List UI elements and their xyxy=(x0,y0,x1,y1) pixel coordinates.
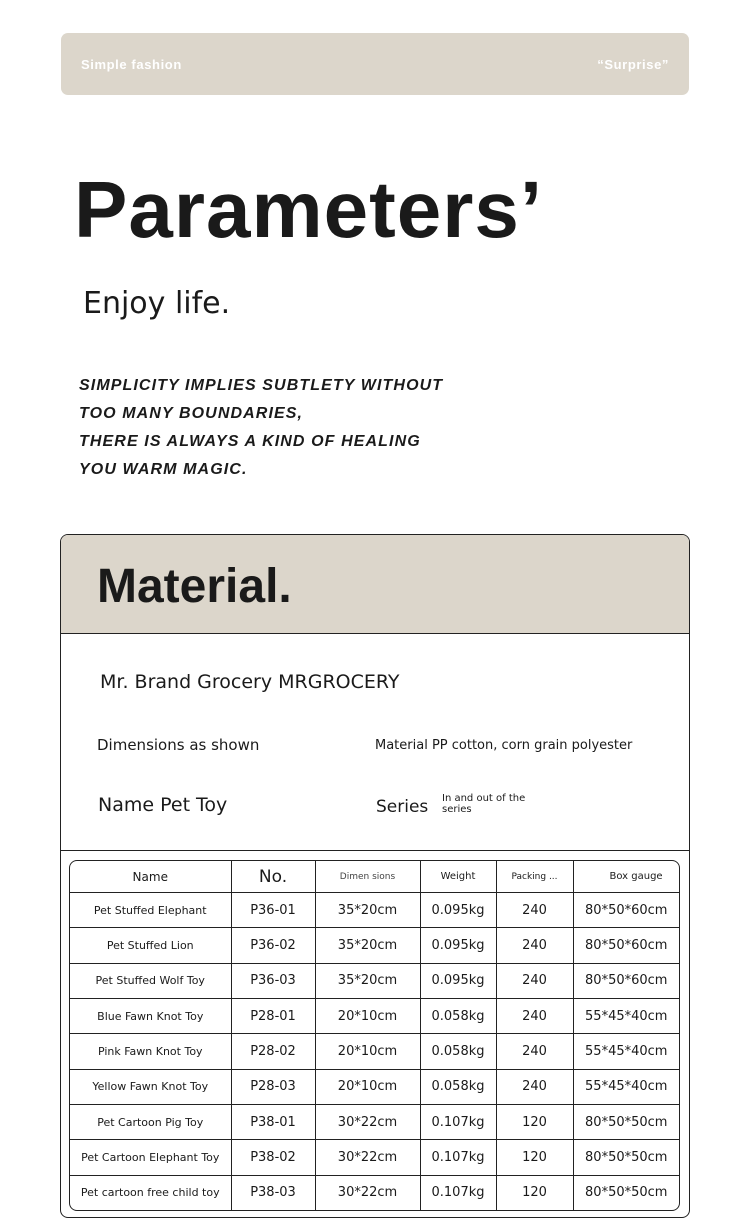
material-header xyxy=(61,535,689,634)
cell-no: P36-02 xyxy=(231,928,315,963)
header-weight: Weight xyxy=(420,861,496,893)
slogan-line: SIMPLICITY IMPLIES SUBTLETY WITHOUT xyxy=(79,377,444,394)
cell-weight: 0.095kg xyxy=(420,893,496,928)
cell-box-gauge: 55*45*40cm xyxy=(573,1034,679,1069)
material-title: Material. xyxy=(97,560,292,613)
cell-no: P38-03 xyxy=(231,1175,315,1210)
parameters-table xyxy=(70,861,679,1210)
cell-box-gauge: 80*50*50cm xyxy=(573,1104,679,1139)
header-packing: Packing ... xyxy=(496,861,573,893)
cell-packing: 120 xyxy=(496,1140,573,1175)
cell-box-gauge: 80*50*60cm xyxy=(573,928,679,963)
cell-weight: 0.058kg xyxy=(420,1069,496,1104)
cell-box-gauge: 80*50*50cm xyxy=(573,1175,679,1210)
dimensions-line: Dimensions as shown xyxy=(97,736,260,754)
page-subtitle: Enjoy life. xyxy=(83,286,231,321)
material-panel xyxy=(60,534,690,1218)
cell-box-gauge: 80*50*60cm xyxy=(573,893,679,928)
cell-name: Blue Fawn Knot Toy xyxy=(70,998,231,1033)
cell-name: Pet cartoon free child toy xyxy=(70,1175,231,1210)
cell-weight: 0.095kg xyxy=(420,928,496,963)
cell-no: P38-02 xyxy=(231,1140,315,1175)
cell-packing: 120 xyxy=(496,1104,573,1139)
cell-box-gauge: 55*45*40cm xyxy=(573,1069,679,1104)
table-row xyxy=(70,998,679,1033)
cell-weight: 0.107kg xyxy=(420,1140,496,1175)
cell-no: P36-01 xyxy=(231,893,315,928)
cell-dimensions: 30*22cm xyxy=(315,1104,420,1139)
cell-weight: 0.107kg xyxy=(420,1175,496,1210)
slogan-line: TOO MANY BOUNDARIES, xyxy=(79,405,304,422)
cell-packing: 120 xyxy=(496,1175,573,1210)
table-row xyxy=(70,1175,679,1210)
brand-line: Mr. Brand Grocery MRGROCERY xyxy=(100,671,400,693)
cell-dimensions: 20*10cm xyxy=(315,1069,420,1104)
table-row xyxy=(70,928,679,963)
cell-dimensions: 20*10cm xyxy=(315,1034,420,1069)
slogan-line: THERE IS ALWAYS A KIND OF HEALING xyxy=(79,433,421,450)
cell-weight: 0.058kg xyxy=(420,1034,496,1069)
banner-right-text: “Surprise” xyxy=(597,57,669,72)
series-value: In and out of the series xyxy=(442,793,526,815)
cell-dimensions: 30*22cm xyxy=(315,1175,420,1210)
table-header-row xyxy=(70,861,679,893)
header-box-gauge: Box gauge xyxy=(573,861,679,893)
table-row xyxy=(70,963,679,998)
cell-packing: 240 xyxy=(496,998,573,1033)
cell-weight: 0.107kg xyxy=(420,1104,496,1139)
cell-no: P36-03 xyxy=(231,963,315,998)
divider xyxy=(61,850,689,851)
cell-box-gauge: 55*45*40cm xyxy=(573,998,679,1033)
table-row xyxy=(70,1104,679,1139)
cell-name: Pet Cartoon Pig Toy xyxy=(70,1104,231,1139)
header-dimensions: Dimen sions xyxy=(315,861,420,893)
table-row xyxy=(70,893,679,928)
cell-weight: 0.058kg xyxy=(420,998,496,1033)
cell-dimensions: 35*20cm xyxy=(315,928,420,963)
table-row xyxy=(70,1034,679,1069)
cell-dimensions: 20*10cm xyxy=(315,998,420,1033)
cell-packing: 240 xyxy=(496,893,573,928)
cell-name: Pink Fawn Knot Toy xyxy=(70,1034,231,1069)
cell-name: Pet Cartoon Elephant Toy xyxy=(70,1140,231,1175)
cell-packing: 240 xyxy=(496,1034,573,1069)
cell-no: P38-01 xyxy=(231,1104,315,1139)
parameters-table-wrapper xyxy=(69,860,680,1211)
material-line: Material PP cotton, corn grain polyester xyxy=(375,738,633,753)
slogan-line: YOU WARM MAGIC. xyxy=(79,461,248,478)
cell-no: P28-03 xyxy=(231,1069,315,1104)
cell-name: Pet Stuffed Wolf Toy xyxy=(70,963,231,998)
top-banner xyxy=(61,33,689,95)
banner-left-text: Simple fashion xyxy=(81,57,182,72)
cell-packing: 240 xyxy=(496,1069,573,1104)
series-label: Series xyxy=(376,797,429,817)
cell-dimensions: 35*20cm xyxy=(315,963,420,998)
cell-box-gauge: 80*50*50cm xyxy=(573,1140,679,1175)
table-row xyxy=(70,1069,679,1104)
cell-box-gauge: 80*50*60cm xyxy=(573,963,679,998)
cell-name: Yellow Fawn Knot Toy xyxy=(70,1069,231,1104)
cell-name: Pet Stuffed Elephant xyxy=(70,893,231,928)
cell-dimensions: 30*22cm xyxy=(315,1140,420,1175)
cell-packing: 240 xyxy=(496,928,573,963)
cell-name: Pet Stuffed Lion xyxy=(70,928,231,963)
page-title: Parameters’ xyxy=(74,165,544,254)
cell-no: P28-01 xyxy=(231,998,315,1033)
slogan-block xyxy=(79,372,443,484)
cell-dimensions: 35*20cm xyxy=(315,893,420,928)
table-row xyxy=(70,1140,679,1175)
cell-packing: 240 xyxy=(496,963,573,998)
header-no: No. xyxy=(231,861,315,893)
header-name: Name xyxy=(70,861,231,893)
cell-no: P28-02 xyxy=(231,1034,315,1069)
name-line: Name Pet Toy xyxy=(98,794,228,816)
cell-weight: 0.095kg xyxy=(420,963,496,998)
